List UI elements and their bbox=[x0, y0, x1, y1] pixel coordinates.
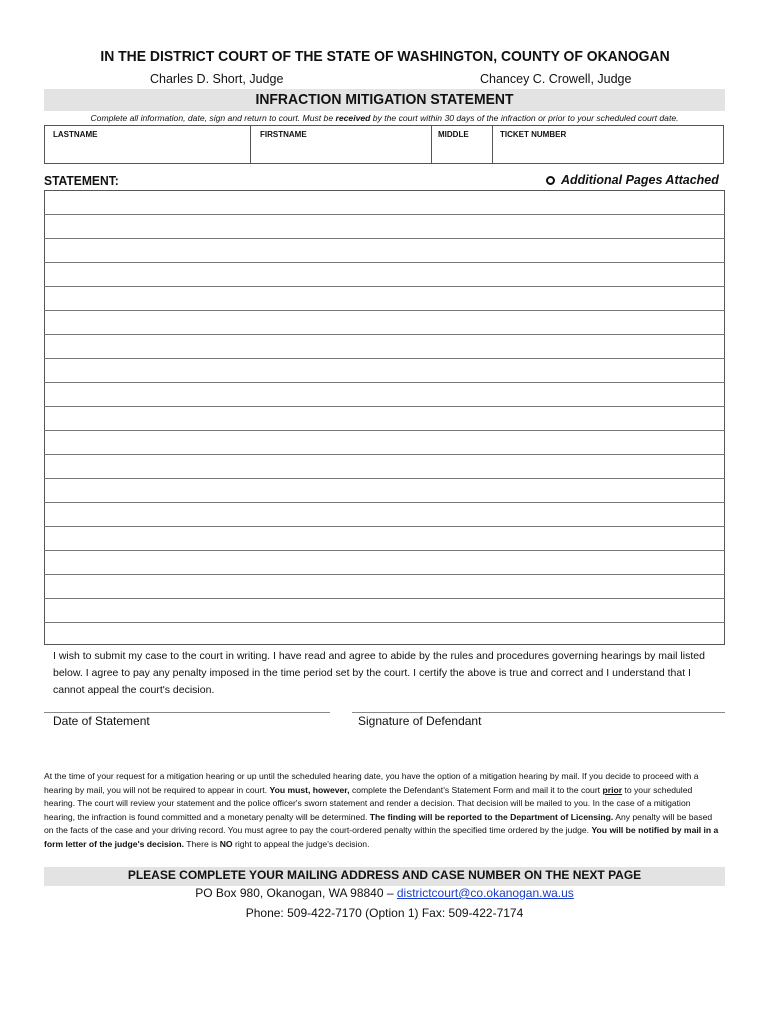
ticket-number-field[interactable]: TICKET NUMBER bbox=[500, 130, 567, 139]
middle-field[interactable]: MIDDLE bbox=[438, 130, 469, 139]
statement-line bbox=[44, 478, 725, 479]
notice-text: There is bbox=[184, 838, 220, 849]
additional-pages-option[interactable] bbox=[546, 173, 719, 187]
court-title: IN THE DISTRICT COURT OF THE STATE OF WASHINGTON, COUNTY OF OKANOGAN bbox=[100, 48, 670, 65]
mailing-title: PLEASE COMPLETE YOUR MAILING ADDRESS AND CASE NUMBER ON THE NEXT PAGE bbox=[127, 868, 642, 882]
notice-bold: You must, however, bbox=[269, 784, 350, 795]
judge-right: Chancey C. Crowell, Judge bbox=[480, 72, 632, 86]
statement-line bbox=[44, 502, 725, 503]
instructions bbox=[44, 113, 725, 123]
statement-line bbox=[44, 430, 725, 431]
statement-line bbox=[44, 262, 725, 263]
statement-line bbox=[44, 334, 725, 335]
instructions-bold: received bbox=[335, 113, 371, 123]
instructions-pre: Complete all information, date, sign and return to court. Must be bbox=[90, 113, 336, 123]
name-box bbox=[44, 125, 724, 164]
statement-line bbox=[44, 550, 725, 551]
additional-pages-label: Additional Pages Attached bbox=[561, 173, 719, 187]
statement-line bbox=[44, 382, 725, 383]
signature-line[interactable] bbox=[352, 712, 725, 713]
statement-line bbox=[44, 574, 725, 575]
name-divider bbox=[492, 125, 493, 164]
statement-line bbox=[44, 310, 725, 311]
statement-line bbox=[44, 598, 725, 599]
statement-line bbox=[44, 358, 725, 359]
notice-text: to your scheduled hearing. The court will review your statement and the police officer's sworn statement and render a decision. That decision will be mailed to you. In the case of a mitigation hearing, the infraction is found committed and a monetary penalty will be determined. bbox=[44, 784, 693, 822]
hearing-notice bbox=[44, 770, 722, 851]
form-title: INFRACTION MITIGATION STATEMENT bbox=[255, 91, 514, 108]
statement-line bbox=[44, 454, 725, 455]
notice-text: At the time of your request for a mitigation hearing or up until the scheduled hearing date, you have the option of a mitigation hearing by mail. If you decide to proceed with a hearing by mail, you will not be required to appear in court. bbox=[44, 771, 699, 795]
notice-text: complete the Defendant's Statement Form and mail it to the court bbox=[349, 784, 603, 795]
statement-label: STATEMENT: bbox=[44, 173, 119, 188]
statement-line bbox=[44, 214, 725, 215]
address-text: PO Box 980, Okanogan, WA 98840 – bbox=[195, 886, 397, 900]
firstname-field[interactable]: FIRSTNAME bbox=[260, 130, 307, 139]
statement-line bbox=[44, 238, 725, 239]
name-divider bbox=[250, 125, 251, 164]
statement-area[interactable] bbox=[44, 190, 725, 645]
phone-fax: Phone: 509-422-7170 (Option 1) Fax: 509-422-7174 bbox=[245, 906, 524, 920]
name-divider bbox=[431, 125, 432, 164]
statement-line bbox=[44, 406, 725, 407]
statement-line bbox=[44, 526, 725, 527]
lastname-field[interactable]: LASTNAME bbox=[53, 130, 98, 139]
statement-line bbox=[44, 286, 725, 287]
mailing-address bbox=[44, 886, 725, 900]
notice-bold: The finding will be reported to the Department of Licensing. bbox=[369, 811, 614, 822]
notice-bold: You will be notified by mail in a form letter of the judge's decision. bbox=[44, 825, 719, 849]
email-link[interactable]: districtcourt@co.okanogan.wa.us bbox=[396, 886, 574, 900]
judge-left: Charles D. Short, Judge bbox=[150, 72, 284, 86]
notice-text: right to appeal the judge's decision. bbox=[232, 838, 370, 849]
notice-underline: prior bbox=[602, 784, 623, 795]
instructions-post: by the court within 30 days of the infraction or prior to your scheduled court date. bbox=[370, 113, 679, 123]
statement-line bbox=[44, 622, 725, 623]
certification-text: I wish to submit my case to the court in writing. I have read and agree to abide by the rules and procedures governing hearings by mail listed below. I agree to pay any penalty imposed in the time period set by the court. I certify the above is true and correct and I understand that I cannot appeal the court's decision. bbox=[53, 650, 705, 696]
notice-bold: NO bbox=[219, 838, 233, 849]
notice-text: Any penalty will be based on the facts of the case and your driving record. You must agree to pay the court-ordered penalty within the specified time ordered by the judge. bbox=[44, 811, 713, 835]
signature-label: Signature of Defendant bbox=[358, 714, 482, 728]
date-line[interactable] bbox=[44, 712, 330, 713]
date-label: Date of Statement bbox=[53, 714, 150, 728]
radio-icon[interactable] bbox=[546, 176, 555, 185]
